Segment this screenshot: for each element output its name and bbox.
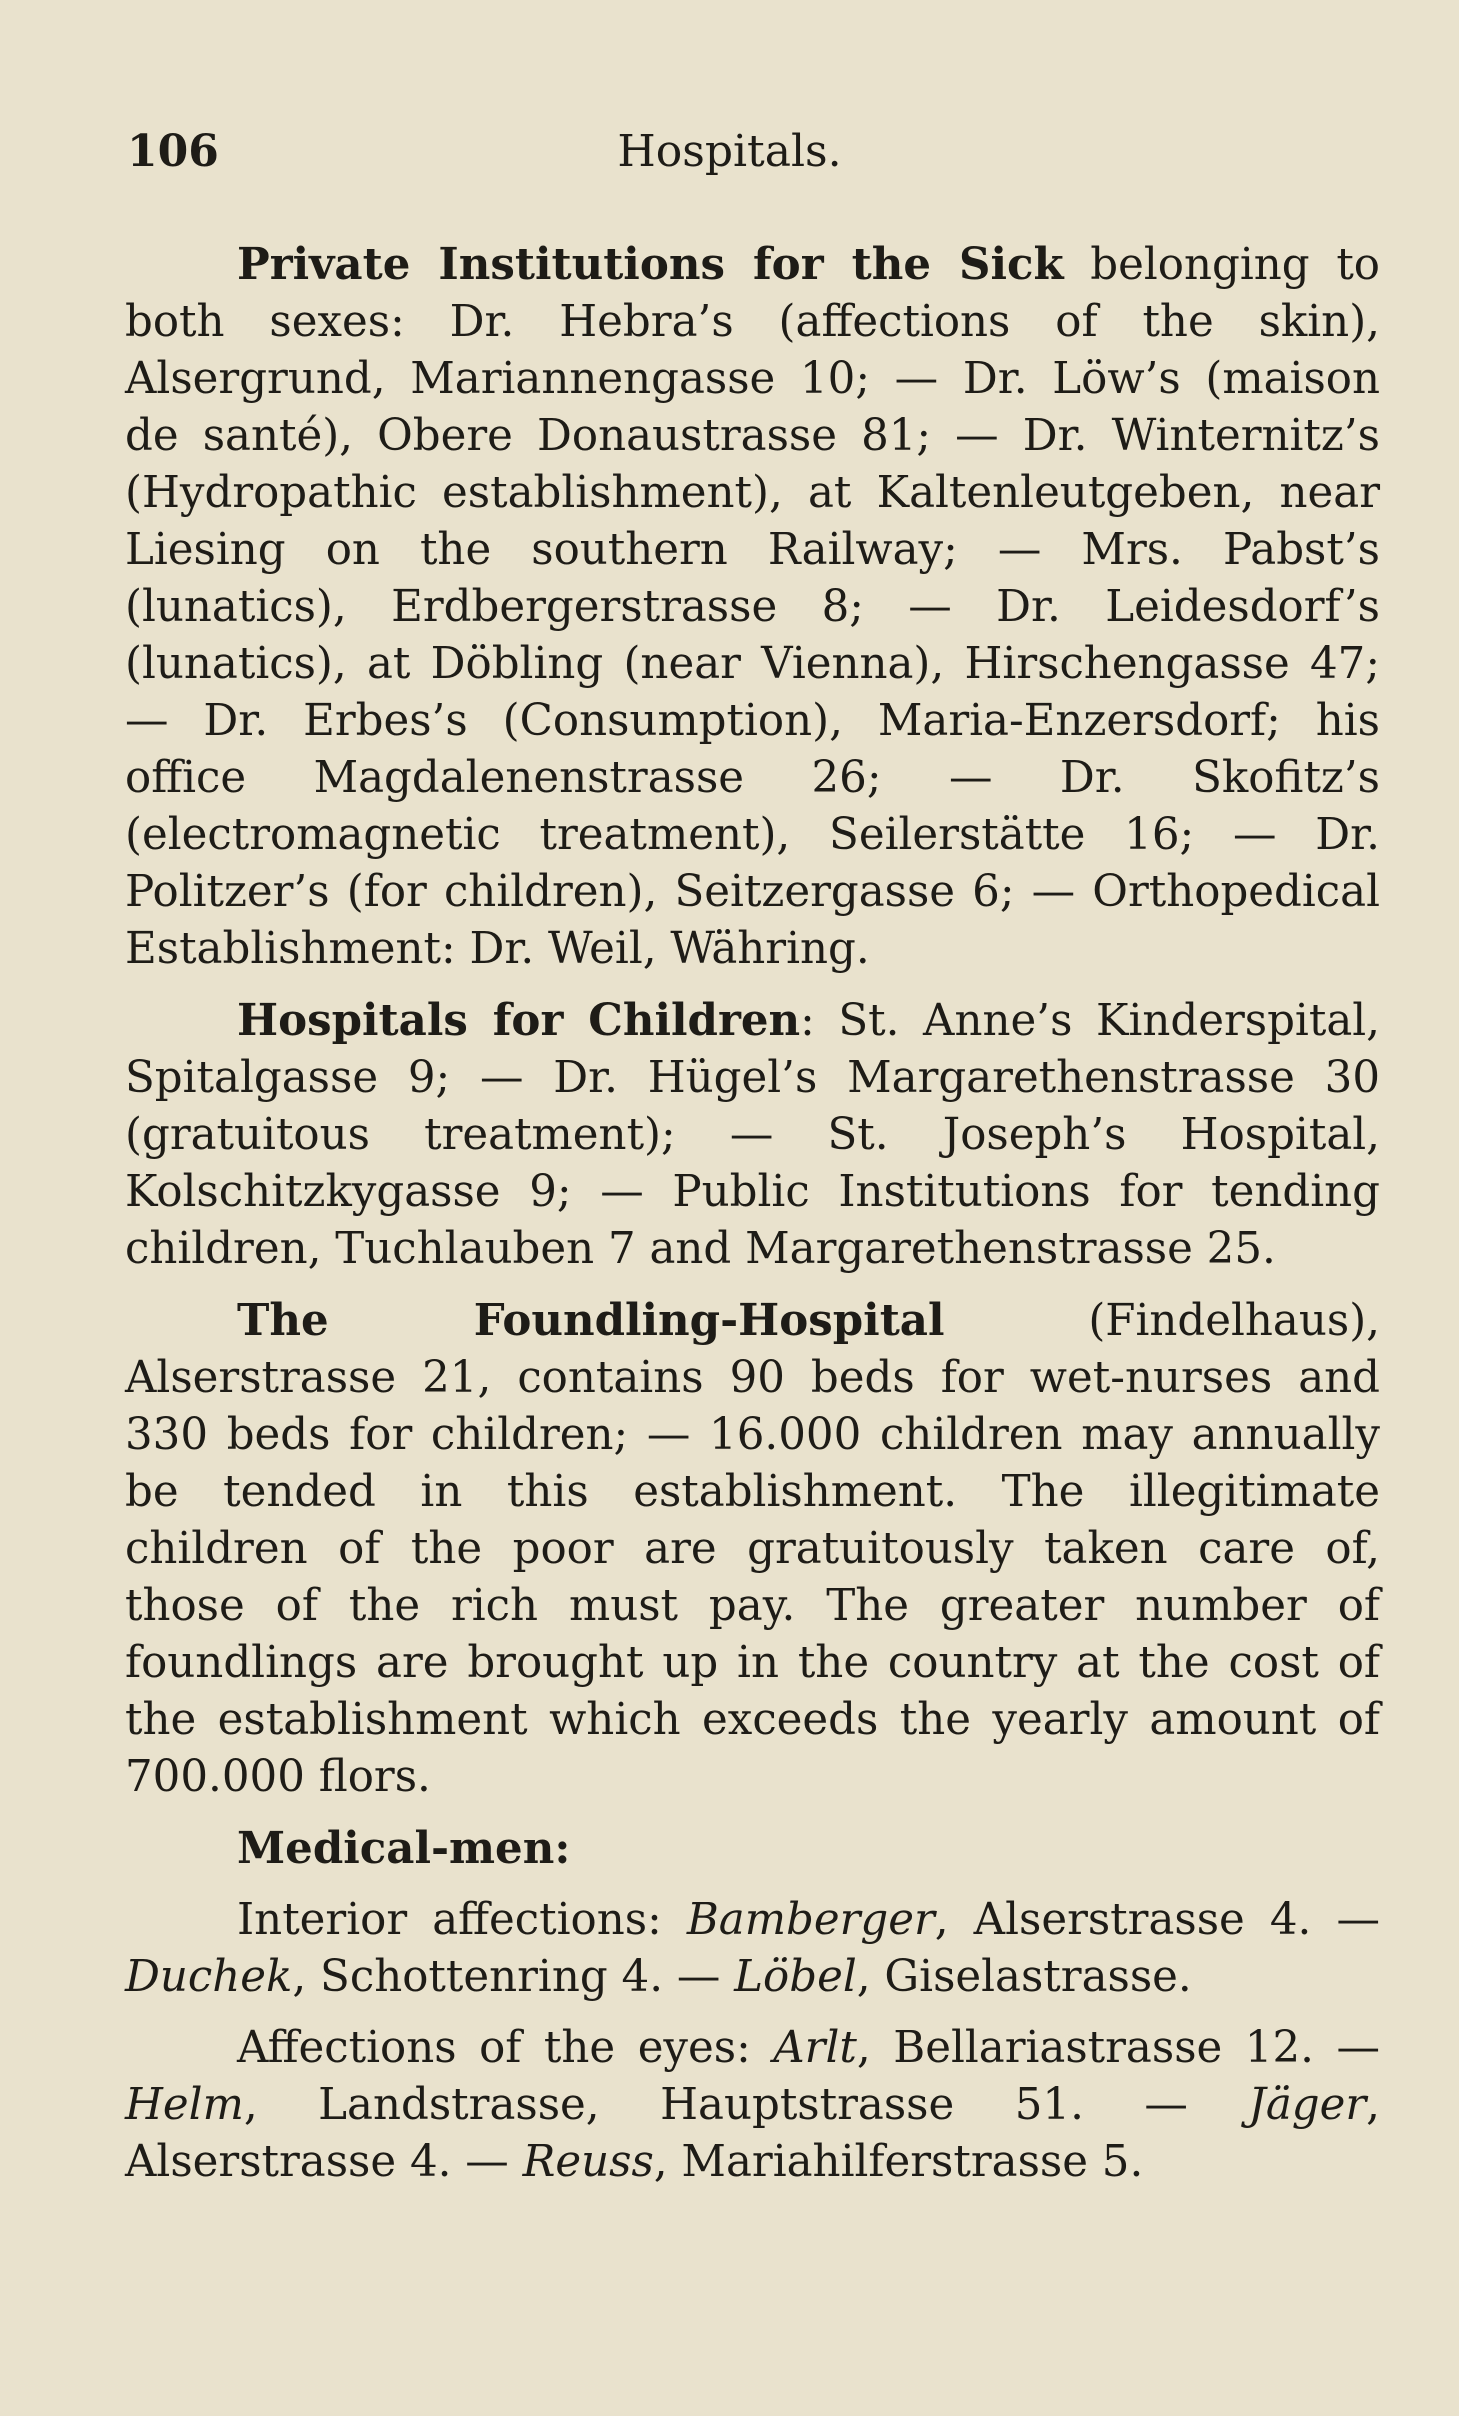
private-institutions-paragraph — [125, 236, 1380, 978]
interior-affections-label: Interior affections: — [237, 1895, 687, 1945]
doctor-name: Löbel — [734, 1952, 857, 2002]
address-text: , Alserstrasse 4. — — [125, 2080, 1380, 2187]
children-hospitals-paragraph — [125, 992, 1380, 1278]
doctor-name: Reuss — [522, 2137, 654, 2187]
page-body — [125, 236, 1380, 2205]
foundling-hospital-text: (Findelhaus), Alserstrasse 21, contains 90 beds for wet-nurses and 330 beds for children; — 16.000 children may annually be tended in this establishment. The illegitimate children of the poor are gratuitously taken care of, those of the rich must pay. The greater number of foundlings are brought up in the country at the cost of the establishment which exceeds the yearly amount of 700.000 flors. — [125, 1296, 1380, 1802]
address-text: , Giselastrasse. — [856, 1952, 1192, 2002]
address-text: , Mariahilferstrasse 5. — [653, 2137, 1144, 2187]
address-text: , Landstrasse, Hauptstrasse 51. — — [243, 2080, 1249, 2130]
medical-men-heading: Medical-men: — [237, 1823, 571, 1874]
doctor-name: Jäger — [1248, 2080, 1367, 2130]
eye-affections-label: Affections of the eyes: — [237, 2023, 774, 2073]
address-text: , Alserstrasse 4. — — [934, 1895, 1380, 1945]
children-hospitals-text: : St. Anne’s Kinderspital, Spitalgasse 9; — Dr. Hügel’s Margarethenstrasse 30 (gratuitous treatment); — St. Joseph’s Hospital, Kolschitzkygasse 9; — Public Institutions for tending children, Tuchlauben 7 and Margarethenstrasse 25. — [125, 996, 1380, 1274]
private-institutions-heading: Private Institutions for the Sick — [237, 239, 1064, 290]
foundling-hospital-paragraph — [125, 1292, 1380, 1806]
medical-men-heading-line — [125, 1820, 1380, 1878]
doctor-name: Arlt — [773, 2023, 857, 2073]
interior-affections-paragraph — [125, 1892, 1380, 2006]
private-institutions-text: belonging to both sexes: Dr. Hebra’s (affections of the skin), Alsergrund, Mariannengasse 10; — Dr. Löw’s (maison de santé), Obere Donaustrasse 81; — Dr. Winternitz’s (Hydropathic establishment), at Kaltenleutgeben, near Liesing on the southern Railway; — Mrs. Pabst’s (lunatics), Erdbergerstrasse 8; — Dr. Leidesdorf’s (lunatics), at Döbling (near Vienna), Hirschengasse 47; — Dr. Erbes’s (Consumption), Maria-Enzersdorf; his office Magdalenenstrasse 26; — Dr. Skofitz’s (electromagnetic treatment), Seilerstätte 16; — Dr. Politzer’s (for children), Seitzergasse 6; — Orthopedical Establishment: Dr. Weil, Währing. — [125, 240, 1381, 974]
address-text: , Schottenring 4. — — [292, 1952, 735, 2002]
doctor-name: Helm — [125, 2080, 244, 2130]
address-text: , Bellariastrasse 12. — — [856, 2023, 1380, 2073]
children-hospitals-heading: Hospitals for Children — [237, 995, 801, 1046]
page-number: 106 — [127, 126, 219, 177]
doctor-name: Duchek — [125, 1952, 293, 2002]
eye-affections-paragraph — [125, 2020, 1380, 2191]
foundling-hospital-heading: The Foundling-Hospital — [237, 1295, 945, 1346]
page-header — [125, 122, 1334, 182]
doctor-name: Bamberger — [686, 1895, 935, 1945]
running-title: Hospitals. — [617, 126, 842, 177]
